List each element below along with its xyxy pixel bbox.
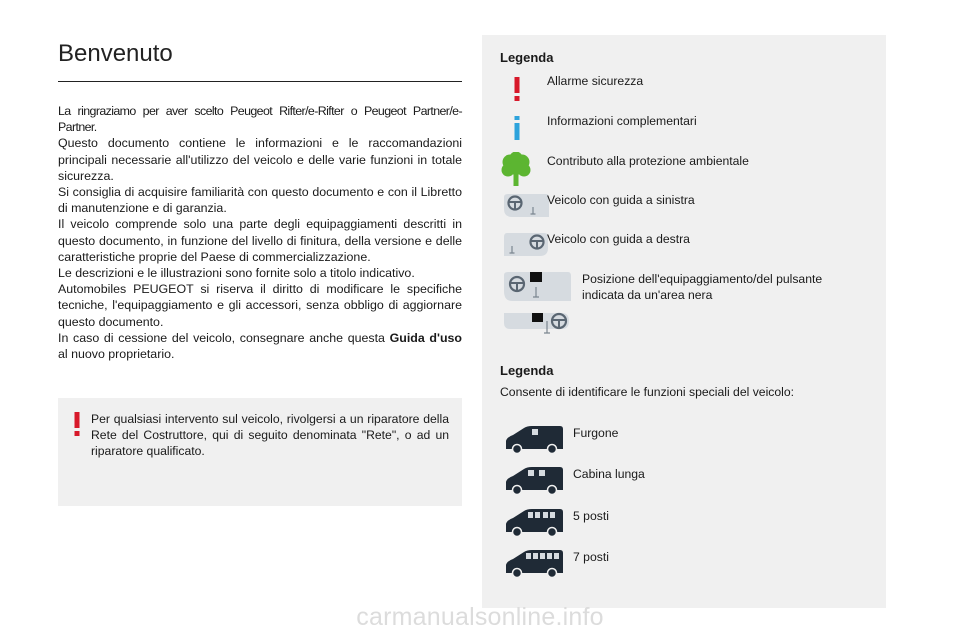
warning-exclamation-icon [512,77,522,101]
five-seats-icon [504,508,564,538]
intro-sentence: La ringraziamo per aver scelto Peugeot Rifter/e-Rifter o Peugeot Partner/e-Partner. [58,104,462,135]
intro-text [58,103,462,362]
legend-title-symbols: Legenda [500,50,554,65]
paragraph-6 [58,330,462,362]
warning-exclamation-icon [72,412,82,436]
info-icon [512,116,522,140]
right-hand-drive-icon [502,232,550,258]
legend-panel [482,35,886,608]
warning-text: Per qualsiasi intervento sul veicolo, rivolgersi a un riparatore della Rete del Costruttore, qui di seguito denominata "Rete", o ad un riparatore qualificato. [91,412,449,459]
left-hand-drive-icon [502,193,550,219]
paragraph-5: Automobiles PEUGEOT si riserva il diritto di modificare le specifiche tecniche, l'equipaggiamento e gli accessori, senza obbligo di aggiornare questo documento. [58,282,462,329]
tree-icon [501,152,531,186]
legend-label: Veicolo con guida a sinistra [547,193,695,207]
legend-label: Posizione dell'equipaggiamento/del pulsante indicata da un'area nera [582,272,823,302]
legend-title-vehicles: Legenda [500,363,554,378]
paragraph-6-end: al nuovo proprietario. [58,347,175,362]
legend-description: Consente di identificare le funzioni speciali del veicolo: [500,385,795,399]
paragraph-3: Il veicolo comprende solo una parte degli equipaggiamenti descritti in questo documento, in funzione del livello di finitura, della versione e delle caratteristiche proprie del Paese di commercializzazione. [58,217,462,264]
paragraph-1: Questo documento contiene le informazioni e le raccomandazioni principali necessarie all'utilizzo del veicolo e delle varie funzioni in totale sicurezza. [58,136,462,183]
legend-label: Furgone [573,426,619,440]
legend-label: Allarme sicurezza [547,74,644,88]
paragraph-6-start: In caso di cessione del veicolo, consegnare anche questa [58,330,390,345]
warning-note [58,398,462,506]
legend-label: Contributo alla protezione ambientale [547,154,749,168]
paragraph-4: Le descrizioni e le illustrazioni sono fornite solo a titolo indicativo. [58,266,415,281]
legend-label: Informazioni complementari [547,114,697,128]
legend-label: Veicolo con guida a destra [547,232,690,246]
watermark: carmanualsonline.info [356,603,604,631]
seven-seats-icon [504,549,564,579]
guide-name: Guida d'uso [389,330,462,345]
legend-label: 5 posti [573,509,609,523]
van-icon [504,425,564,455]
left-column [58,30,462,362]
legend-label: 7 posti [573,550,609,564]
page-title: Benvenuto [58,40,173,67]
equipment-position-icon [502,271,572,337]
legend-label: Cabina lunga [573,467,645,481]
long-cab-icon [504,466,564,496]
title-divider [58,81,462,82]
paragraph-2: Si consiglia di acquisire familiarità con questo documento e con il Libretto di manutenzione e di garanzia. [58,185,462,216]
